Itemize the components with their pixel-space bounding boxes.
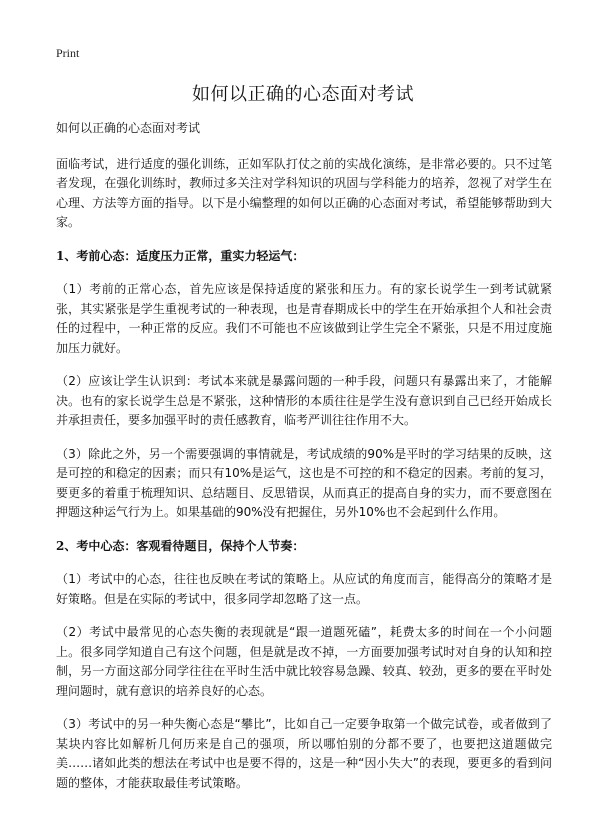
article-subtitle: 如何以正确的心态面对考试 — [56, 121, 201, 135]
article-body — [56, 119, 552, 807]
section-2-paragraph-3: （3）考试中的另一种失衡心态是“攀比”，比如自己一定要争取第一个做完试卷，或者做到了某块内容比如解析几何历来是自己的强项，所以哪怕别的分都不要了，也要把这道题做完美……诸如此类的想法在考试中也是要不得的，这是一种“因小失大”的表现，要更多的看到问题的整体，才能获取最佳考试策略。 — [56, 717, 552, 790]
section-2-paragraph-1: （1）考试中的心态，往往也反映在考试的策略上。从应试的角度而言，能得高分的策略才是好策略。但是在实际的考试中，很多同学却忽略了这一点。 — [56, 572, 552, 606]
section-1-paragraph-2: （2）应该让学生认识到：考试本来就是暴露问题的一种手段，问题只有暴露出来了，才能解决。也有的家长说学生总是不紧张，这种情形的本质往往是学生没有意识到自己已经开始成长并承担责任，要多加强平时的责任感教育，临考严训往往作用不大。 — [56, 374, 552, 427]
page-title: 如何以正确的心态面对考试 — [192, 84, 414, 105]
section-2-heading: 2、考中心态：客观看待题目，保持个人节奏： — [56, 538, 305, 553]
section-2-paragraph-2: （2）考试中最常见的心态失衡的表现就是“跟一道题死磕”，耗费太多的时间在一个小问题上。很多同学知道自己有这个问题，但是就是改不掉，一方面要加强考试时对自身的认知和控制，另一方面这部分同学往往在平时生活中就比较容易急躁、较真、较劲，更多的要在平时处理问题时，就有意识的培养良好的心态。 — [56, 625, 552, 698]
section-1-paragraph-1: （1）考前的正常心态，首先应该是保持适度的紧张和压力。有的家长说学生一到考试就紧张，其实紧张是学生重视考试的一种表现，也是青春期成长中的学生在开始承担个人和社会责任的过程中，一种正常的反应。我们不可能也不应该做到让学生完全不紧张，只是不用过度施加压力就好。 — [56, 282, 552, 355]
intro-paragraph: 面临考试，进行适度的强化训练，正如军队打仗之前的实战化演练，是非常必要的。只不过笔者发现，在强化训练时，教师过多关注对学科知识的巩固与学科能力的培养，忽视了对学生在心理、方法等方面的指导。以下是小编整理的如何以正确的心态面对考试，希望能够帮助到大家。 — [56, 156, 552, 229]
section-1-paragraph-3: （3）除此之外，另一个需要强调的事情就是，考试成绩的90%是平时的学习结果的反映，这是可控的和稳定的因素；而只有10%是运气，这也是不可控的和不稳定的因素。考前的复习，要更多的着重于梳理知识、总结题目、反思错误，从而真正的提高自身的实力，而不要意图在押题这种运气行为上。如果基础的90%没有把握住，另外10%也不会起到什么作用。 — [56, 446, 552, 519]
section-1-heading: 1、考前心态：适度压力正常，重实力轻运气： — [56, 248, 305, 263]
print-label: Print — [56, 46, 80, 60]
